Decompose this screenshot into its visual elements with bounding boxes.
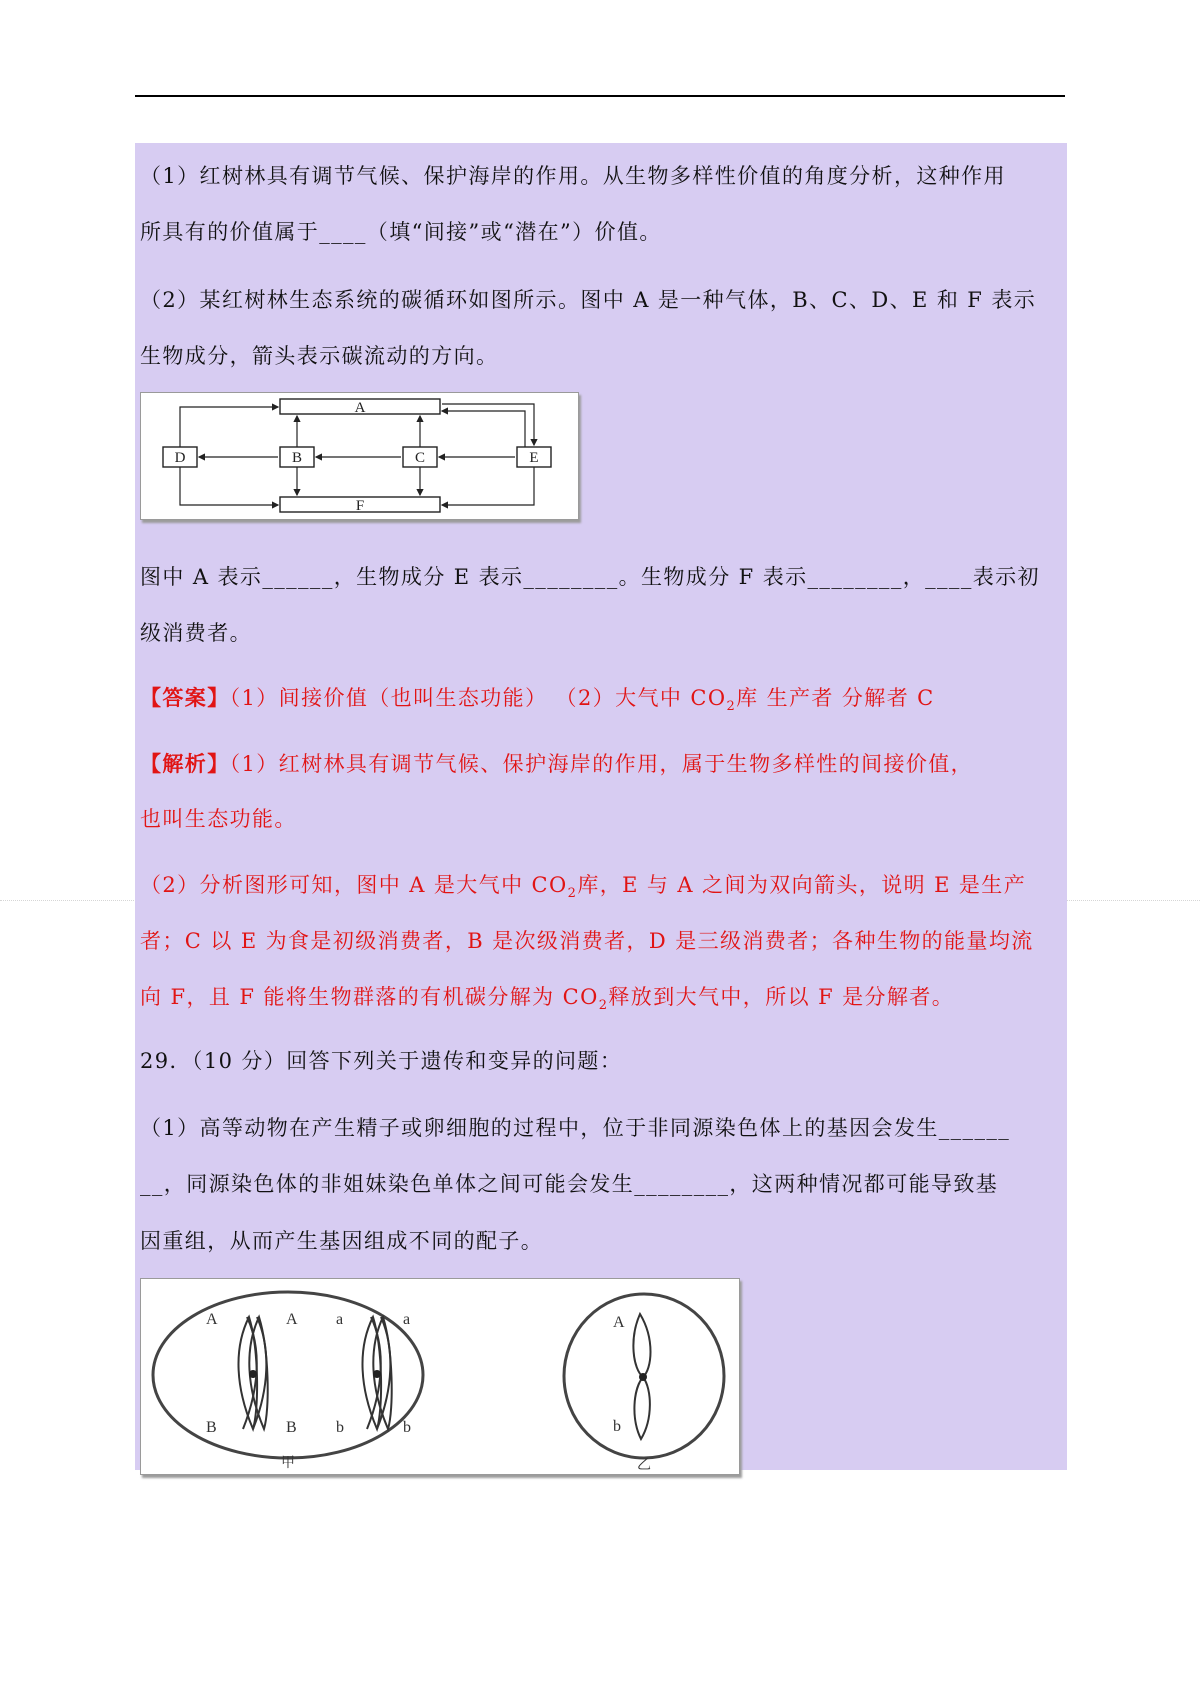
q2-fill-line-2: 级消费者。	[140, 621, 252, 645]
jia-label-b1: B	[206, 1419, 217, 1436]
yi-label-a: A	[613, 1314, 625, 1331]
yi-caption: 乙	[637, 1458, 651, 1473]
answer-text-2: 库 生产者 分解者 C	[736, 686, 935, 710]
analysis-tag: 【解析】	[140, 751, 230, 776]
label-f: F	[355, 498, 365, 514]
analysis-line-5-sub: 2	[598, 998, 609, 1014]
centromere-Ab	[639, 1373, 647, 1381]
q2-line-2: 生物成分，箭头表示碳流动的方向。	[140, 344, 499, 368]
q29-line-2: __，同源染色体的非姐妹染色单体之间可能会发生________，这两种情况都可能导致基	[140, 1172, 999, 1196]
jia-label-a2: A	[286, 1311, 298, 1328]
jia-label-b3: b	[336, 1419, 344, 1436]
header-rule	[135, 95, 1065, 97]
analysis-line-3-b: 库，E 与 A 之间为双向箭头，说明 E 是生产	[577, 873, 1027, 897]
jia-label-b4: b	[403, 1419, 411, 1436]
label-e: E	[529, 450, 539, 466]
label-c: C	[414, 450, 426, 466]
analysis-line-5-b: 释放到大气中，所以 F 是分解者。	[608, 985, 955, 1009]
analysis-line-2: 也叫生态功能。	[140, 807, 297, 831]
q29-title: 29．（10 分）回答下列关于遗传和变异的问题：	[140, 1049, 623, 1073]
analysis-line-3-sub: 2	[567, 886, 578, 902]
analysis-line-1	[140, 748, 973, 778]
q1-line-1: （1）红树林具有调节气候、保护海岸的作用。从生物多样性价值的角度分析，这种作用	[140, 164, 1006, 188]
answer-text-1: （1）间接价值（也叫生态功能） （2）大气中 CO	[229, 686, 727, 710]
analysis-line-4: 者；C 以 E 为食是初级消费者，B 是次级消费者，D 是三级消费者；各种生物的能量均流	[140, 929, 1034, 953]
analysis-text-1: （1）红树林具有调节气候、保护海岸的作用，属于生物多样性的间接价值，	[229, 752, 974, 776]
q2-fill-line-1: 图中 A 表示______，生物成分 E 表示________。生物成分 F 表示________，____表示初	[140, 565, 1040, 589]
analysis-line-5-a: 向 F，且 F 能将生物群落的有机碳分解为 CO	[140, 985, 599, 1009]
meiosis-cell-diagram	[140, 1278, 740, 1475]
q2-line-1: （2）某红树林生态系统的碳循环如图所示。图中 A 是一种气体，B、C、D、E 和 F 表示	[140, 288, 1037, 312]
centromere-ab	[373, 1370, 381, 1378]
answer-sub: 2	[726, 699, 737, 715]
centromere-AB	[249, 1370, 257, 1378]
yi-label-b: b	[613, 1418, 621, 1435]
jia-label-a1: A	[206, 1311, 218, 1328]
analysis-line-5	[140, 981, 954, 1013]
label-b: B	[291, 450, 303, 466]
answer-tag: 【答案】	[140, 685, 230, 710]
q1-line-2: 所具有的价值属于____（填“间接”或“潜在”）价值。	[140, 220, 662, 244]
answer-line	[140, 682, 935, 714]
label-d: D	[174, 450, 186, 466]
q29-line-3: 因重组，从而产生基因组成不同的配子。	[140, 1229, 544, 1253]
analysis-line-3	[140, 869, 1026, 901]
q29-line-1: （1）高等动物在产生精子或卵细胞的过程中，位于非同源染色体上的基因会发生______	[140, 1116, 1011, 1140]
jia-label-b2: B	[286, 1419, 297, 1436]
analysis-line-3-a: （2）分析图形可知，图中 A 是大气中 CO	[140, 873, 568, 897]
label-a: A	[354, 400, 366, 416]
jia-label-a3: a	[336, 1311, 344, 1328]
carbon-cycle-diagram	[140, 392, 579, 520]
jia-caption: 甲	[281, 1456, 295, 1471]
jia-label-a4: a	[403, 1311, 411, 1328]
